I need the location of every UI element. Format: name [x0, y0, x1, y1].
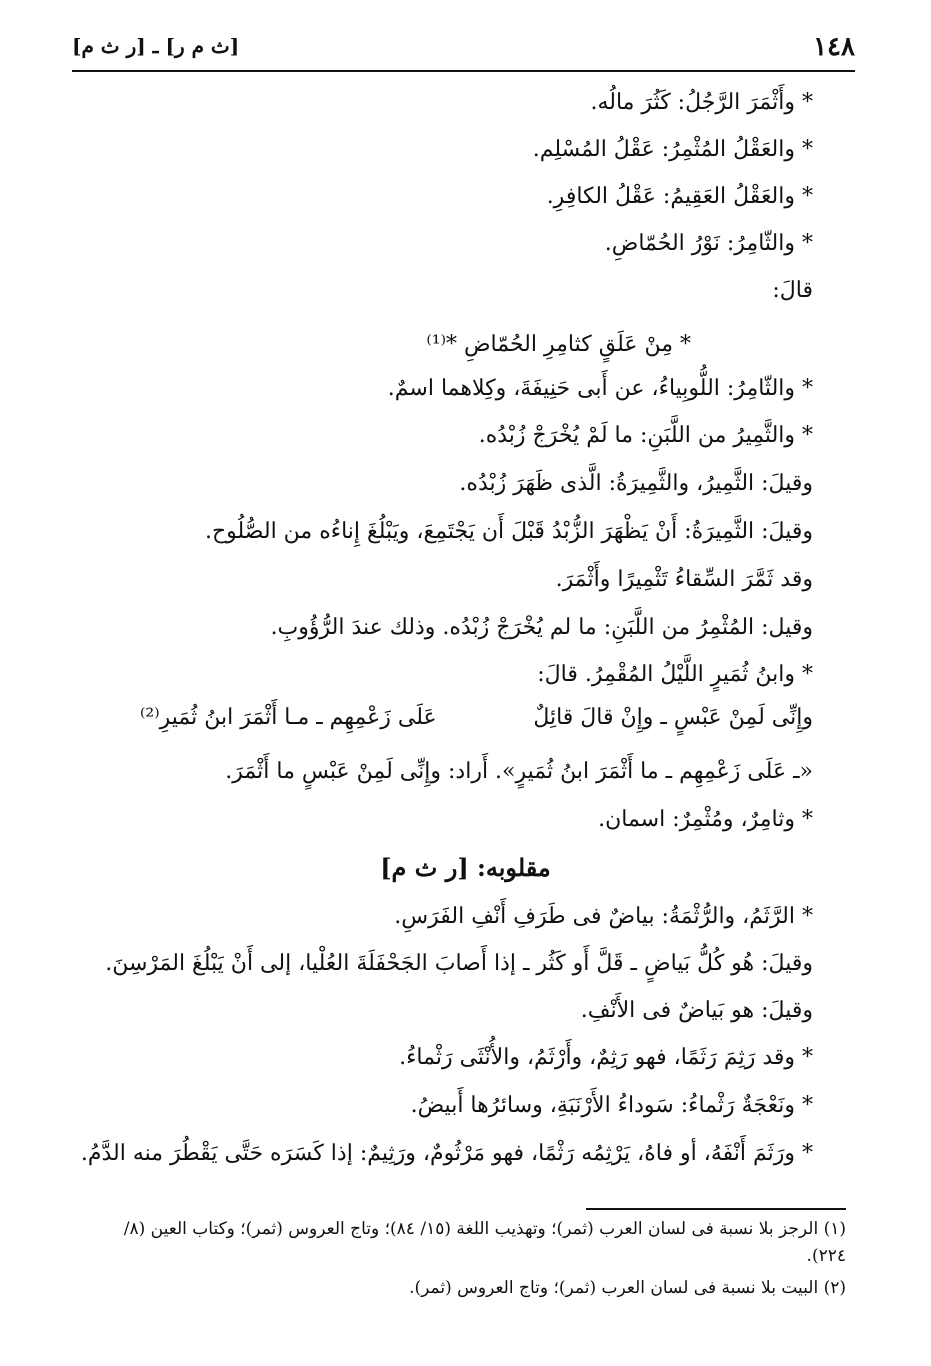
text-line: * والعَقْلُ المُثْمِرُ: عَقْلُ المُسْلِم.	[532, 137, 813, 162]
verse-line: * مِنْ عَلَقٍ كثامِرِ الحُمّاضِ *⁽¹⁾	[426, 332, 691, 357]
text-line: وقيل: المُثْمِرُ من اللَّبَنِ: ما لم يُخْرَجْ زُبْدُه. وذلك عندَ الرُّؤُوبِ.	[270, 615, 813, 640]
header-rule	[72, 70, 855, 72]
text-line: * وقد رَثِمَ رَثَمًا، فهو رَثِمٌ، وأَرْثَمُ، والأُنْثَى رَثْماءُ.	[399, 1045, 813, 1070]
footnote-2: (٢) البيت بلا نسبة فى لسان العرب (ثمر)؛ وتاج العروس (ثمر).	[409, 1278, 846, 1298]
text-line: * والثّامِرُ: اللُّوبِياءُ، عن أَبى حَنِيفَةَ، وكِلاهما اسمٌ.	[387, 376, 813, 401]
page-number: ١٤٨	[813, 32, 855, 62]
text-line: وقيلَ: الثَّمِيرَةُ: أَنْ يَظْهَرَ الزُّبْدُ قَبْلَ أَن يَجْتَمِعَ، ويَبْلُغَ إِناءُه من الصُّلُوح.	[204, 519, 813, 544]
text-line: وقد ثَمَّرَ السِّقاءُ تَثْمِيرًا وأَثْمَرَ.	[555, 567, 813, 592]
footnote-1: (١) الرجز بلا نسبة فى لسان العرب (ثمر)؛ وتهذيب اللغة (١٥/ ٨٤)؛ وتاج العروس (ثمر)؛ وكتاب العين (٨/ ٢٢٤).	[123, 1219, 846, 1266]
text-line: * والثَّمِيرُ من اللَّبَنِ: ما لَمْ يُخْرَجْ زُبْدُه.	[478, 423, 813, 448]
poem-hemistich-second: عَلَى زَعْمِهِم ـ مـا أَثْمَرَ ابنُ ثُمَيرِ⁽²⁾	[140, 705, 437, 730]
text-line: * والعَقْلُ العَقِيمُ: عَقْلُ الكافِرِ.	[546, 184, 813, 209]
text-line: * وثامِرٌ، ومُثْمِرٌ: اسمان.	[598, 807, 813, 832]
footnote-rule	[586, 1208, 846, 1210]
text-line: قالَ:	[772, 278, 813, 303]
poem-hemistich-first: وإِنِّى لَمِنْ عَبْسٍ ـ وإِنْ قالَ قائِلٌ	[533, 705, 813, 730]
text-line: «ـ عَلَى زَعْمِهِم ـ ما أَثْمَرَ ابنُ ثُمَيرٍ». أَراد: وإِنِّى لَمِنْ عَبْسٍ ما أَثْمَرَ.	[225, 759, 813, 784]
section-heading: مقلوبه: [ر ث م]	[380, 853, 551, 882]
page-header	[72, 30, 855, 70]
text-line: وقيلَ: هُو كُلُّ بَياضٍ ـ قَلَّ أَو كَثُر ـ إذا أَصابَ الجَحْفَلَةَ العُلْيا، إلى أَنْ يَبْلُغَ المَرْسِنَ.	[105, 951, 813, 976]
text-line: * ورَثَمَ أَنْفَهُ، أو فاهُ، يَرْثِمُه رَثْمًا، فهو مَرْثُومٌ، ورَثِيمٌ: إذا كَسَرَه حَتَّى يَقْطُرَ منه الدَّمُ.	[80, 1141, 813, 1166]
text-line: * الرَّثَمُ، والرُّثْمَةُ: بياضٌ فى طَرَفِ أَنْفِ الفَرَسِ.	[394, 904, 813, 929]
text-line: * والثّامِرُ: نَوْرُ الحُمّاضِ.	[604, 231, 813, 256]
running-head: [ث م ر] ـ [ر ث م]	[72, 34, 240, 58]
text-line: * وابنُ ثُمَيرٍ اللَّيْلُ المُقْمِرُ. قالَ:	[537, 662, 813, 687]
text-line: * وأَثْمَرَ الرَّجُلُ: كَثُرَ مالُه.	[590, 90, 813, 115]
poem-verse	[0, 705, 931, 737]
text-line: وقيلَ: هو بَياضٌ فى الأَنْفِ.	[580, 998, 813, 1023]
text-line: * ونَعْجَةٌ رَثْماءُ: سَوداءُ الأَرْنَبَةِ، وسائرُها أَبيضُ.	[410, 1093, 813, 1118]
text-line: وقيلَ: الثَّمِيرُ، والثَّمِيرَةُ: الَّذى ظَهَرَ زُبْدُه.	[459, 471, 813, 496]
